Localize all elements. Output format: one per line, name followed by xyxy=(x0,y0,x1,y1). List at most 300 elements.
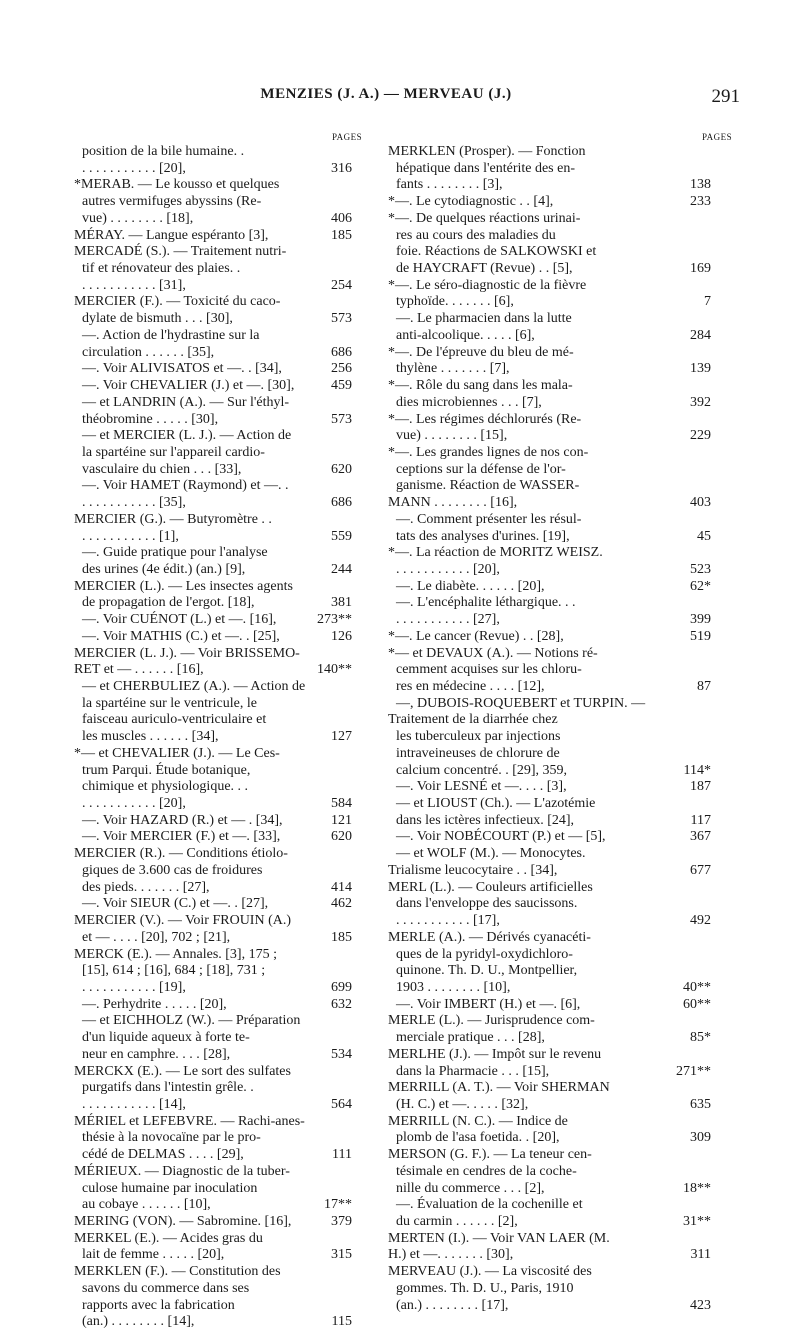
index-line-page: 677 xyxy=(690,862,711,878)
index-line-page: 559 xyxy=(331,528,352,544)
index-line-text: culose humaine par inoculation xyxy=(82,1180,258,1196)
index-line xyxy=(388,194,733,211)
index-line xyxy=(388,746,733,763)
index-line-text: ques de la pyridyl-oxydichloro- xyxy=(396,946,573,962)
index-line xyxy=(74,1064,389,1081)
index-line xyxy=(388,244,733,261)
index-line xyxy=(74,1164,389,1181)
index-line xyxy=(388,294,733,311)
index-line xyxy=(74,1231,389,1248)
index-line xyxy=(74,813,389,830)
index-line-text: vue) . . . . . . . . [18], xyxy=(82,210,194,226)
index-line-text: MERLE (A.). — Dérivés cyanacéti- xyxy=(388,929,591,945)
index-line-text: MÉRIEL et LEFEBVRE. — Rachi-anes- xyxy=(74,1113,305,1129)
index-line-text: *— et DEVAUX (A.). — Notions ré- xyxy=(388,645,598,661)
index-line-text: MERL (L.). — Couleurs artificielles xyxy=(388,879,593,895)
index-line xyxy=(74,244,389,261)
index-line-text: théobromine . . . . . [30], xyxy=(82,411,219,427)
index-line-page: 60** xyxy=(683,996,711,1012)
index-line xyxy=(388,1030,733,1047)
index-line-text: . . . . . . . . . . . [20], xyxy=(82,160,186,176)
index-line xyxy=(74,211,389,228)
index-line-page: 138 xyxy=(690,177,711,193)
index-line xyxy=(74,796,389,813)
index-line xyxy=(74,880,389,897)
index-line-text: —. Voir SIEUR (C.) et —. . [27], xyxy=(82,896,269,912)
index-line xyxy=(74,829,389,846)
index-line-page: 381 xyxy=(331,595,352,611)
index-line xyxy=(74,662,389,679)
index-line-page: 185 xyxy=(331,227,352,243)
index-line-text: —. Le pharmacien dans la lutte xyxy=(396,311,572,327)
index-line-text: vue) . . . . . . . . [15], xyxy=(396,428,508,444)
index-line xyxy=(74,1030,389,1047)
index-line xyxy=(388,1298,733,1315)
index-line xyxy=(74,294,389,311)
index-line xyxy=(74,1298,389,1315)
index-line-page: 309 xyxy=(690,1130,711,1146)
index-line-page: 139 xyxy=(690,361,711,377)
index-line-text: intraveineuses de chlorure de xyxy=(396,745,560,761)
right-entry-list xyxy=(388,144,733,1314)
index-line-text: dans l'enveloppe des saucissons. xyxy=(396,896,578,912)
index-line xyxy=(74,1181,389,1198)
index-line xyxy=(74,177,389,194)
index-line-text: [15], 614 ; [16], 684 ; [18], 731 ; xyxy=(82,963,266,979)
index-line-text: MERCIER (L. J.). — Voir BRISSEMO- xyxy=(74,645,300,661)
index-line xyxy=(74,947,389,964)
index-line xyxy=(388,696,733,713)
index-line-text: —. Voir ALIVISATOS et —. . [34], xyxy=(82,361,282,377)
index-line-text: MERCKX (E.). — Le sort des sulfates xyxy=(74,1063,291,1079)
index-line-text: — et LANDRIN (A.). — Sur l'éthyl- xyxy=(82,394,290,410)
index-line-page: 392 xyxy=(690,394,711,410)
index-line xyxy=(388,1164,733,1181)
index-line-page: 519 xyxy=(690,628,711,644)
index-line-page: 534 xyxy=(331,1046,352,1062)
index-line-text: MERSON (G. F.). — La teneur cen- xyxy=(388,1147,592,1163)
index-line xyxy=(74,1281,389,1298)
index-line-text: dies microbiennes . . . [7], xyxy=(396,394,542,410)
index-line xyxy=(388,462,733,479)
index-line-text: *—. Le séro-diagnostic de la fièvre xyxy=(388,277,587,293)
index-line xyxy=(74,1314,389,1331)
pages-column-label: PAGES xyxy=(332,132,363,142)
index-line-text: au cobaye . . . . . . [10], xyxy=(82,1197,211,1213)
index-line xyxy=(388,445,733,462)
index-line xyxy=(388,512,733,529)
index-line-text: la spartéine sur l'appareil cardio- xyxy=(82,444,265,460)
index-line xyxy=(74,529,389,546)
index-line-text: dans les ictères infectieux. [24], xyxy=(396,812,575,828)
index-line-page: 462 xyxy=(331,896,352,912)
index-line-text: cemment acquises sur les chloru- xyxy=(396,662,582,678)
index-line-page: 127 xyxy=(331,729,352,745)
index-line xyxy=(388,880,733,897)
index-line-text: *—. De quelques réactions urinai- xyxy=(388,210,581,226)
index-line xyxy=(388,779,733,796)
index-line-text: thésie à la novocaïne par le pro- xyxy=(82,1130,261,1146)
index-line-text: tésimale en cendres de la coche- xyxy=(396,1163,577,1179)
index-line xyxy=(74,161,389,178)
index-line xyxy=(74,913,389,930)
index-line xyxy=(388,412,733,429)
index-line-text: — et EICHHOLZ (W.). — Préparation xyxy=(82,1013,301,1029)
index-line-text: *—. La réaction de MORITZ WEISZ. xyxy=(388,545,603,561)
index-line xyxy=(388,997,733,1014)
index-line xyxy=(388,161,733,178)
index-line xyxy=(388,361,733,378)
index-line-page: 311 xyxy=(690,1247,711,1263)
index-line-page: 233 xyxy=(690,194,711,210)
index-line-text: Traitement de la diarrhée chez xyxy=(388,712,558,728)
index-line-text: (an.) . . . . . . . . [17], xyxy=(396,1297,509,1313)
index-line-page: 126 xyxy=(331,628,352,644)
index-line xyxy=(74,378,389,395)
index-line xyxy=(74,1147,389,1164)
index-line-page: 87 xyxy=(697,679,711,694)
index-line-text: —. Évaluation de la cochenille et xyxy=(396,1197,583,1213)
index-line-text: MERTEN (I.). — Voir VAN LAER (M. xyxy=(388,1230,610,1246)
index-line-text: et — . . . . [20], 702 ; [21], xyxy=(82,929,231,945)
index-line xyxy=(74,1247,389,1264)
index-line-text: —. Voir HAZARD (R.) et — . [34], xyxy=(82,812,283,828)
index-line-text: giques de 3.600 cas de froidures xyxy=(82,862,263,878)
index-line-text: MERCIER (R.). — Conditions étiolo- xyxy=(74,846,288,862)
index-line-text: chimique et physiologique. . . xyxy=(82,779,249,795)
index-line xyxy=(388,495,733,512)
index-line xyxy=(388,1147,733,1164)
index-line-text: *—. Les régimes déchlorurés (Re- xyxy=(388,411,582,427)
index-line-text: *— et CHEVALIER (J.). — Le Ces- xyxy=(74,745,280,761)
index-line-text: des pieds. . . . . . . [27], xyxy=(82,879,210,895)
index-line xyxy=(74,495,389,512)
index-line-text: —. Voir IMBERT (H.) et —. [6], xyxy=(396,996,581,1012)
index-line-text: RET et — . . . . . . [16], xyxy=(74,662,204,678)
index-line-text: (H. C.) et —. . . . . [32], xyxy=(396,1096,529,1112)
index-line-text: —, DUBOIS-ROQUEBERT et TURPIN. — xyxy=(396,695,646,711)
index-line-text: MERRILL (A. T.). — Voir SHERMAN xyxy=(388,1080,610,1096)
index-line xyxy=(74,646,389,663)
index-line xyxy=(388,813,733,830)
index-line-text: *MERAB. — Le kousso et quelques xyxy=(74,177,280,193)
index-line-page: 635 xyxy=(690,1096,711,1112)
index-line-page: 45 xyxy=(697,528,711,544)
index-line-text: thylène . . . . . . . [7], xyxy=(396,361,510,377)
index-line-text: MERCIER (G.). — Butyromètre . . xyxy=(74,511,272,527)
index-line-text: tif et rénovateur des plaies. . xyxy=(82,261,241,277)
index-line xyxy=(74,395,389,412)
index-line-text: —. Voir CHEVALIER (J.) et —. [30], xyxy=(82,378,295,394)
index-line-text: purgatifs dans l'intestin grêle. . xyxy=(82,1080,254,1096)
index-line-text: Trialisme leucocytaire . . [34], xyxy=(388,862,558,878)
index-line-text: MERCIER (L.). — Les insectes agents xyxy=(74,578,293,594)
index-line-page: 367 xyxy=(690,829,711,845)
index-line-text: ceptions sur la défense de l'or- xyxy=(396,461,566,477)
index-line xyxy=(388,612,733,629)
index-line-page: 315 xyxy=(331,1247,352,1263)
index-line xyxy=(388,846,733,863)
index-line-text: merciale pratique . . . [28], xyxy=(396,1030,545,1046)
index-line xyxy=(388,595,733,612)
index-line-page: 423 xyxy=(690,1297,711,1313)
index-line-text: dans la Pharmacie . . . [15], xyxy=(396,1063,550,1079)
index-line xyxy=(74,1197,389,1214)
index-line-page: 271** xyxy=(676,1063,711,1079)
index-line xyxy=(74,612,389,629)
index-line-text: . . . . . . . . . . . [35], xyxy=(82,495,186,511)
index-line-text: fants . . . . . . . . [3], xyxy=(396,177,503,193)
index-line xyxy=(388,712,733,729)
index-line-text: —. Le diabète. . . . . . [20], xyxy=(396,578,545,594)
index-line-text: *—. Rôle du sang dans les mala- xyxy=(388,378,573,394)
index-line-text: MERLE (L.). — Jurisprudence com- xyxy=(388,1013,595,1029)
index-line-text: —. Perhydrite . . . . . [20], xyxy=(82,996,227,1012)
index-line xyxy=(388,1231,733,1248)
index-line xyxy=(74,763,389,780)
index-line-text: de HAYCRAFT (Revue) . . [5], xyxy=(396,261,573,277)
index-line-page: 492 xyxy=(690,913,711,929)
index-line-text: — et MERCIER (L. J.). — Action de xyxy=(82,428,292,444)
index-line-text: *—. De l'épreuve du bleu de mé- xyxy=(388,344,574,360)
index-line xyxy=(388,261,733,278)
index-line-text: . . . . . . . . . . . [1], xyxy=(82,528,179,544)
index-line-page: 523 xyxy=(690,561,711,577)
index-line-page: 187 xyxy=(690,779,711,795)
index-line xyxy=(388,328,733,345)
index-line-page: 686 xyxy=(331,344,352,360)
index-line xyxy=(74,412,389,429)
index-line-text: —. Voir MERCIER (F.) et —. [33], xyxy=(82,829,281,845)
pages-column-label: PAGES xyxy=(702,132,733,142)
index-line-text: MERLHE (J.). — Impôt sur le revenu xyxy=(388,1046,602,1062)
index-line-page: 584 xyxy=(331,796,352,812)
index-line xyxy=(74,746,389,763)
index-line-text: calcium concentré. . [29], 359, xyxy=(396,762,568,778)
index-line-page: 699 xyxy=(331,979,352,995)
page-number: 291 xyxy=(711,86,740,107)
index-line xyxy=(74,595,389,612)
index-line xyxy=(74,779,389,796)
index-line-text: H.) et —. . . . . . . [30], xyxy=(388,1247,514,1263)
index-line xyxy=(388,629,733,646)
index-line xyxy=(388,1264,733,1281)
index-line-page: 229 xyxy=(690,428,711,444)
index-line-text: —. Comment présenter les résul- xyxy=(396,511,582,527)
index-line xyxy=(388,896,733,913)
index-line xyxy=(74,729,389,746)
index-line-text: MERRILL (N. C.). — Indice de xyxy=(388,1113,568,1129)
index-line-text: nille du commerce . . . [2], xyxy=(396,1180,545,1196)
index-line-text: quinone. Th. D. U., Montpellier, xyxy=(396,963,578,979)
index-line-text: —. L'encéphalite léthargique. . . xyxy=(396,595,576,611)
index-line-text: . . . . . . . . . . . [20], xyxy=(82,796,186,812)
index-line xyxy=(388,395,733,412)
index-line-page: 256 xyxy=(331,361,352,377)
index-line-text: du carmin . . . . . . [2], xyxy=(396,1214,518,1229)
index-line-text: neur en camphre. . . . [28], xyxy=(82,1046,231,1062)
index-line xyxy=(388,1247,733,1264)
index-line xyxy=(388,1080,733,1097)
index-line xyxy=(388,228,733,245)
index-line xyxy=(74,512,389,529)
index-line-page: 31** xyxy=(683,1214,711,1229)
index-line xyxy=(74,1114,389,1131)
index-line-text: anti-alcoolique. . . . . [6], xyxy=(396,327,535,343)
index-line-text: les muscles . . . . . . [34], xyxy=(82,729,219,745)
index-line-page: 18** xyxy=(683,1180,711,1196)
index-line xyxy=(74,328,389,345)
index-line-text: circulation . . . . . . [35], xyxy=(82,344,215,360)
index-line-page: 17** xyxy=(324,1197,352,1213)
index-line xyxy=(74,846,389,863)
index-line-page: 185 xyxy=(331,929,352,945)
index-line-text: . . . . . . . . . . . [14], xyxy=(82,1096,186,1112)
index-line-text: position de la bile humaine. . xyxy=(82,144,245,159)
index-line-text: la spartéine sur le ventricule, le xyxy=(82,695,257,711)
index-line-text: res en médecine . . . . [12], xyxy=(396,679,545,694)
index-line-text: —. Voir HAMET (Raymond) et —. . xyxy=(82,478,289,494)
index-line xyxy=(74,445,389,462)
index-line-page: 284 xyxy=(690,327,711,343)
index-line-text: vasculaire du chien . . . [33], xyxy=(82,461,242,477)
index-line xyxy=(74,1080,389,1097)
index-line xyxy=(388,1097,733,1114)
index-line-page: 459 xyxy=(331,378,352,394)
index-line xyxy=(388,679,733,696)
index-line xyxy=(74,1097,389,1114)
index-line-text: savons du commerce dans ses xyxy=(82,1280,250,1296)
index-line xyxy=(74,997,389,1014)
index-line-text: d'un liquide aqueux à forte te- xyxy=(82,1030,250,1046)
index-line-text: MERCADÉ (S.). — Traitement nutri- xyxy=(74,244,287,260)
index-line-text: — et WOLF (M.). — Monocytes. xyxy=(396,846,586,862)
index-line xyxy=(388,1181,733,1198)
index-line xyxy=(74,1013,389,1030)
index-line xyxy=(74,545,389,562)
index-line xyxy=(388,1013,733,1030)
index-line xyxy=(388,478,733,495)
index-line-page: 573 xyxy=(331,411,352,427)
index-line-text: —. Voir MATHIS (C.) et —. . [25], xyxy=(82,628,280,644)
index-line-page: 316 xyxy=(331,160,352,176)
index-line xyxy=(388,729,733,746)
index-line-page: 273** xyxy=(317,612,352,628)
index-line xyxy=(388,863,733,880)
index-line-text: des urines (4e édit.) (an.) [9], xyxy=(82,561,246,577)
index-line xyxy=(74,361,389,378)
index-line-text: MANN . . . . . . . . [16], xyxy=(388,495,518,511)
index-line-page: 620 xyxy=(331,461,352,477)
index-line-page: 85* xyxy=(690,1030,711,1046)
index-line xyxy=(388,763,733,780)
index-line xyxy=(388,1114,733,1131)
index-line xyxy=(388,1281,733,1298)
header-title: MENZIES (J. A.) — MERVEAU (J.) xyxy=(260,86,512,102)
index-line xyxy=(388,278,733,295)
index-line xyxy=(74,1130,389,1147)
running-header xyxy=(0,86,800,110)
index-line xyxy=(74,478,389,495)
index-line-text: autres vermifuges abyssins (Re- xyxy=(82,194,262,210)
index-line xyxy=(388,930,733,947)
index-line-page: 117 xyxy=(690,812,711,828)
index-line-page: 111 xyxy=(332,1147,352,1163)
index-line xyxy=(388,1197,733,1214)
index-line-text: . . . . . . . . . . . [19], xyxy=(82,979,186,995)
index-line xyxy=(74,896,389,913)
left-entry-list xyxy=(74,144,389,1331)
index-line-text: trum Parqui. Étude botanique, xyxy=(82,762,251,778)
index-line xyxy=(74,562,389,579)
index-line xyxy=(388,947,733,964)
index-line xyxy=(388,963,733,980)
index-line-page: 121 xyxy=(331,812,352,828)
index-line-text: . . . . . . . . . . . [31], xyxy=(82,277,186,293)
index-line xyxy=(388,796,733,813)
index-line xyxy=(388,345,733,362)
index-line xyxy=(388,913,733,930)
index-line xyxy=(74,278,389,295)
index-line-page: 140** xyxy=(317,662,352,678)
index-line-page: 114* xyxy=(683,762,711,778)
index-line-page: 564 xyxy=(331,1096,352,1112)
index-line-text: *—. Les grandes lignes de nos con- xyxy=(388,444,589,460)
index-line-text: . . . . . . . . . . . [17], xyxy=(396,913,500,929)
index-line xyxy=(388,829,733,846)
index-line-page: 254 xyxy=(331,277,352,293)
index-line xyxy=(74,261,389,278)
index-line xyxy=(74,963,389,980)
index-line-page: 115 xyxy=(331,1314,352,1330)
index-line-page: 406 xyxy=(331,210,352,226)
index-line-text: de propagation de l'ergot. [18], xyxy=(82,595,255,611)
index-line-page: 40** xyxy=(683,979,711,995)
index-line-page: 632 xyxy=(331,996,352,1012)
index-line-text: —. Voir NOBÉCOURT (P.) et — [5], xyxy=(396,829,606,845)
index-line-text: foie. Réactions de SALKOWSKI et xyxy=(396,244,597,260)
index-line-text: . . . . . . . . . . . [27], xyxy=(396,612,500,628)
index-line-page: 7 xyxy=(704,294,711,310)
index-line xyxy=(74,679,389,696)
index-line-text: *—. Le cancer (Revue) . . [28], xyxy=(388,628,564,644)
index-line-page: 403 xyxy=(690,495,711,511)
index-line xyxy=(388,545,733,562)
index-line-text: MERCIER (V.). — Voir FROUIN (A.) xyxy=(74,913,292,929)
index-line xyxy=(388,529,733,546)
index-line xyxy=(388,1047,733,1064)
index-line xyxy=(74,1214,389,1231)
index-line-text: hépatique dans l'entérite des en- xyxy=(396,160,576,176)
index-line xyxy=(74,345,389,362)
index-line-text: ganisme. Réaction de WASSER- xyxy=(396,478,580,494)
index-line-text: 1903 . . . . . . . . [10], xyxy=(396,979,511,995)
index-line-text: MÉRIEUX. — Diagnostic de la tuber- xyxy=(74,1163,290,1179)
index-line-text: faisceau auriculo-ventriculaire et xyxy=(82,712,267,728)
index-line-text: tats des analyses d'urines. [19], xyxy=(396,528,570,544)
index-line-text: MERCIER (F.). — Toxicité du caco- xyxy=(74,294,281,310)
index-line xyxy=(74,1047,389,1064)
index-line xyxy=(388,980,733,997)
index-line-text: cédé de DELMAS . . . . [29], xyxy=(82,1147,244,1163)
index-line-text: . . . . . . . . . . . [20], xyxy=(396,561,500,577)
index-line xyxy=(74,863,389,880)
index-line-text: *—. Le cytodiagnostic . . [4], xyxy=(388,194,554,210)
index-line-text: MÉRAY. — Langue espéranto [3], xyxy=(74,227,269,243)
index-line-page: 169 xyxy=(690,261,711,277)
index-line-text: gommes. Th. D. U., Paris, 1910 xyxy=(396,1280,574,1296)
index-line-text: MERCK (E.). — Annales. [3], 175 ; xyxy=(74,946,277,962)
